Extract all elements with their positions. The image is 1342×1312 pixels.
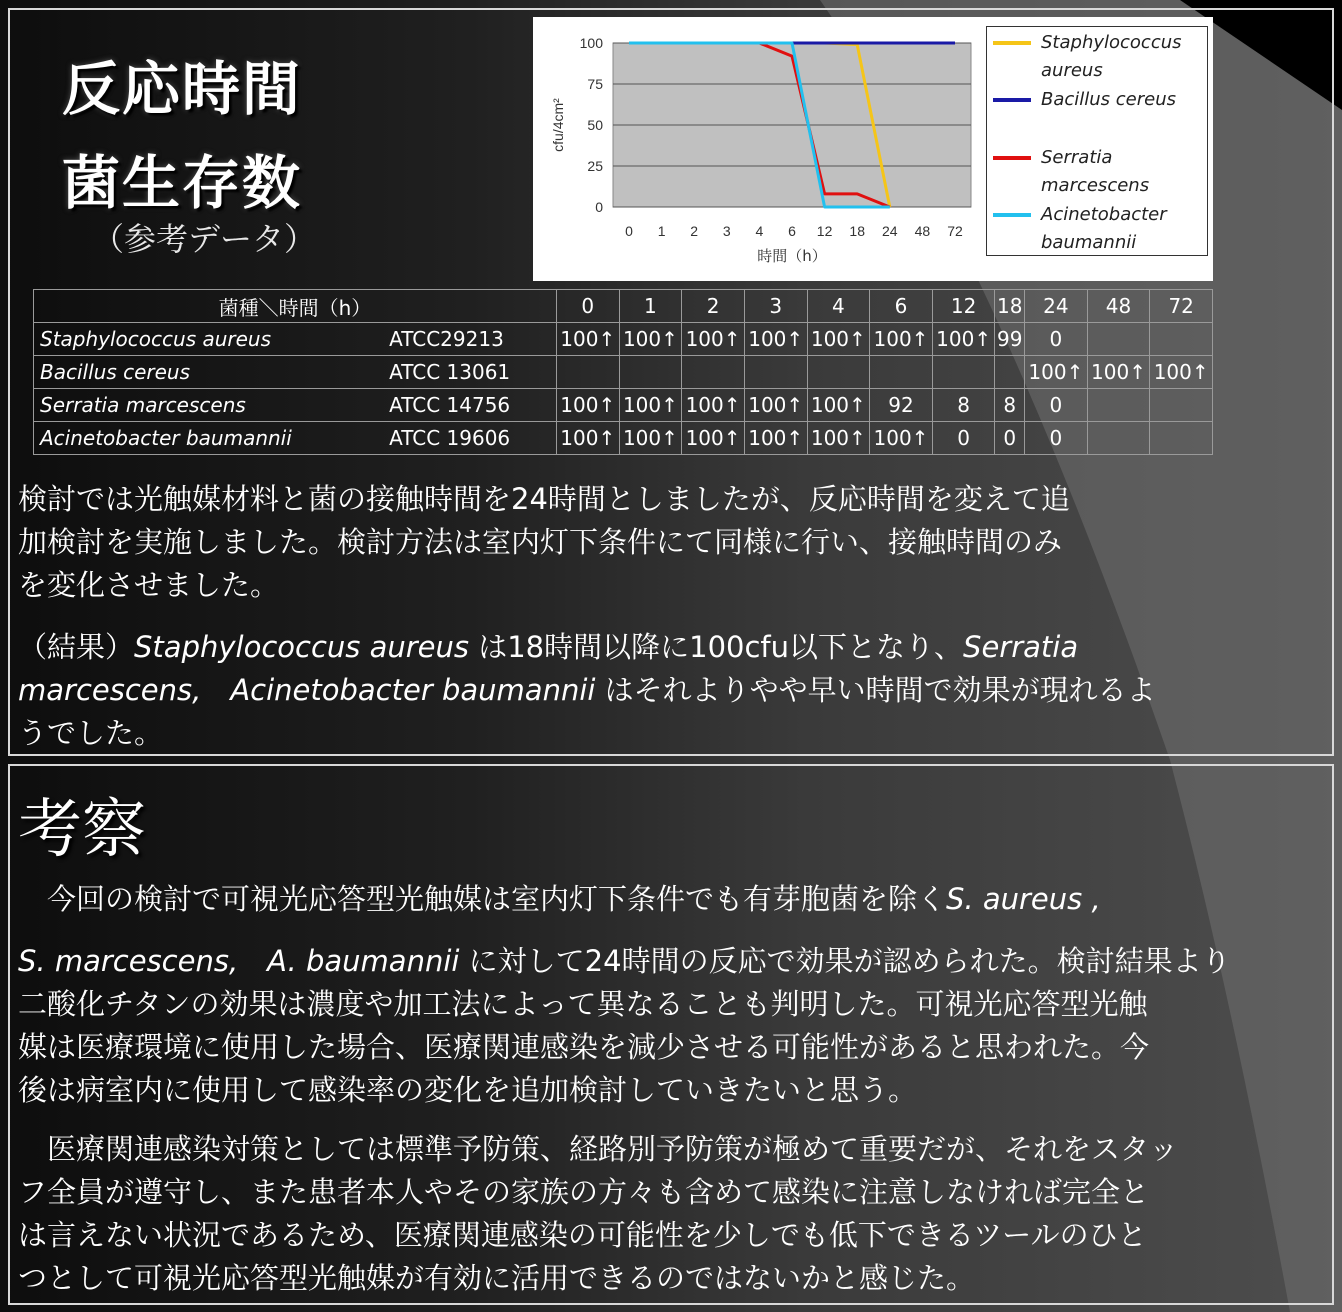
x-tick-label: 0 — [625, 223, 633, 239]
table-row — [34, 422, 1213, 455]
survival-table — [33, 289, 1213, 455]
slide-subtitle: （参考データ） — [92, 220, 317, 258]
y-tick-label: 0 — [595, 199, 603, 215]
count-cell: 0 — [932, 422, 995, 455]
table-header-hour: 4 — [807, 290, 870, 323]
count-cell — [807, 356, 870, 389]
count-cell: 100↑ — [619, 422, 682, 455]
discussion-text: は言えない状況であるため、医療関連感染の可能性を少しでも低下できるツールのひと — [18, 1218, 1147, 1252]
count-cell: 100↑ — [1025, 356, 1088, 389]
x-tick-label: 1 — [657, 223, 666, 239]
legend-swatch-serratia — [993, 156, 1031, 160]
slide-title-reaction-time: 反応時間 — [62, 55, 303, 123]
count-cell: 100↑ — [619, 389, 682, 422]
table-header-hour: 72 — [1150, 290, 1213, 323]
result-text: はそれよりやや早い時間で効果が現れるよ — [595, 673, 1156, 707]
x-tick-label: 3 — [722, 223, 731, 239]
count-cell: 100↑ — [870, 323, 933, 356]
chart-legend — [986, 26, 1208, 256]
slide-title-survival-count: 菌生存数 — [62, 149, 303, 217]
x-tick-label: 24 — [882, 223, 898, 239]
count-cell: 8 — [995, 389, 1025, 422]
count-cell — [932, 356, 995, 389]
count-cell — [1150, 422, 1213, 455]
result-text: は18時間以降に100cfu以下となり、 — [469, 630, 964, 664]
legend-label-line1: Serratia — [1041, 147, 1113, 168]
count-cell — [870, 356, 933, 389]
count-cell: 92 — [870, 389, 933, 422]
strain-cell: ATCC 14756 — [389, 389, 556, 422]
table-row — [34, 356, 1213, 389]
table-header-hour: 2 — [682, 290, 745, 323]
count-cell: 100↑ — [870, 422, 933, 455]
count-cell: 100↑ — [932, 323, 995, 356]
y-axis-label: cfu/4cm² — [550, 98, 566, 152]
count-cell — [682, 356, 745, 389]
count-cell — [619, 356, 682, 389]
count-cell — [744, 356, 807, 389]
count-cell: 0 — [995, 422, 1025, 455]
method-line: を変化させました。 — [18, 568, 280, 602]
legend-swatch-bacillus — [993, 98, 1031, 102]
count-cell — [1150, 323, 1213, 356]
discussion-text: つとして可視光応答型光触媒が有効に活用できるのではないかと感じた。 — [18, 1261, 976, 1295]
discussion-text: 後は病室内に使用して感染率の変化を追加検討していきたいと思う。 — [18, 1073, 918, 1107]
organism-cell: Bacillus cereus — [34, 356, 390, 389]
count-cell: 100↑ — [619, 323, 682, 356]
count-cell: 99 — [995, 323, 1025, 356]
result-paragraph — [18, 626, 1328, 755]
x-tick-label: 72 — [947, 223, 963, 239]
y-tick-label: 75 — [587, 76, 603, 92]
count-cell: 100↑ — [682, 389, 745, 422]
count-cell: 100↑ — [682, 422, 745, 455]
legend-swatch-acinetobacter — [993, 213, 1031, 217]
count-cell: 100↑ — [807, 323, 870, 356]
species-name: S. marcescens, A. baumannii — [18, 944, 460, 978]
count-cell: 8 — [932, 389, 995, 422]
method-paragraph — [18, 478, 1328, 607]
legend-swatch-staphylococcus — [993, 41, 1031, 45]
table-header-species: 菌種＼時間（h） — [34, 290, 557, 323]
organism-cell: Acinetobacter baumannii — [34, 422, 390, 455]
discussion-text: 今回の検討で可視光応答型光触媒は室内灯下条件でも有芽胞菌を除く — [18, 882, 947, 916]
table-header-hour: 1 — [619, 290, 682, 323]
method-line: 加検討を実施しました。検討方法は室内灯下条件にて同様に行い、接触時間のみ — [18, 525, 1063, 559]
y-tick-label: 25 — [587, 158, 603, 174]
count-cell: 100↑ — [744, 422, 807, 455]
species-name: S. aureus , — [946, 882, 1101, 916]
x-tick-label: 12 — [816, 223, 833, 239]
legend-label-line1: Bacillus cereus — [1041, 89, 1177, 110]
count-cell: 100↑ — [682, 323, 745, 356]
count-cell: 0 — [1025, 422, 1088, 455]
table-header-row — [34, 290, 1213, 323]
count-cell: 100↑ — [807, 389, 870, 422]
count-cell: 0 — [1025, 323, 1088, 356]
discussion-paragraph-3 — [18, 1128, 1328, 1300]
x-axis-label: 時間（h） — [757, 247, 827, 265]
x-tick-label: 6 — [788, 223, 796, 239]
legend-item-bacillus — [993, 86, 1205, 142]
count-cell: 100↑ — [1087, 356, 1150, 389]
legend-label-line1: Acinetobacter — [1041, 204, 1167, 225]
count-cell — [556, 356, 619, 389]
x-tick-label: 2 — [690, 223, 699, 239]
discussion-paragraph-1 — [18, 878, 1328, 921]
count-cell: 100↑ — [556, 323, 619, 356]
discussion-paragraph-2 — [18, 940, 1328, 1112]
legend-label-line2: aureus — [1041, 60, 1103, 81]
count-cell: 100↑ — [744, 323, 807, 356]
legend-item-staphylococcus — [993, 29, 1205, 85]
species-name: marcescens, Acinetobacter baumannii — [18, 673, 596, 707]
discussion-text: フ全員が遵守し、また患者本人やその家族の方々も含めて感染に注意しなければ完全と — [18, 1175, 1150, 1209]
y-tick-label: 50 — [587, 117, 603, 133]
result-prefix: （結果） — [18, 630, 135, 664]
method-line: 検討では光触媒材料と菌の接触時間を24時間としましたが、反応時間を変えて追 — [18, 482, 1070, 516]
x-tick-label: 4 — [755, 223, 764, 239]
x-tick-label: 18 — [849, 223, 865, 239]
strain-cell: ATCC29213 — [389, 323, 556, 356]
organism-cell: Serratia marcescens — [34, 389, 390, 422]
table-header-hour: 18 — [995, 290, 1025, 323]
count-cell: 100↑ — [1150, 356, 1213, 389]
table-row — [34, 389, 1213, 422]
discussion-text: 医療関連感染対策としては標準予防策、経路別予防策が極めて重要だが、それをスタッ — [18, 1132, 1179, 1166]
count-cell: 100↑ — [744, 389, 807, 422]
table-header-hour: 6 — [870, 290, 933, 323]
count-cell — [1087, 323, 1150, 356]
organism-cell: Staphylococcus aureus — [34, 323, 390, 356]
discussion-text: に対して24時間の反応で効果が認められた。検討結果より — [459, 944, 1231, 978]
count-cell: 100↑ — [807, 422, 870, 455]
count-cell — [1087, 389, 1150, 422]
legend-item-serratia — [993, 144, 1205, 200]
count-cell — [1150, 389, 1213, 422]
count-cell: 100↑ — [556, 389, 619, 422]
count-cell: 0 — [1025, 389, 1088, 422]
legend-label-line2: marcescens — [1041, 175, 1150, 196]
x-tick-label: 48 — [914, 223, 931, 239]
species-name: Staphylococcus aureus — [134, 630, 470, 664]
discussion-text: 二酸化チタンの効果は濃度や加工法によって異なることも判明した。可視光応答型光触 — [18, 987, 1148, 1021]
table-header-hour: 3 — [744, 290, 807, 323]
table-header-hour: 0 — [556, 290, 619, 323]
table-header-hour: 48 — [1087, 290, 1150, 323]
count-cell — [995, 356, 1025, 389]
y-tick-label: 100 — [579, 35, 603, 51]
species-name: Serratia — [963, 630, 1079, 664]
result-text: うでした。 — [18, 716, 164, 750]
discussion-text: 媒は医療環境に使用した場合、医療関連感染を減少させる可能性があると思われた。今 — [18, 1030, 1150, 1064]
count-cell: 100↑ — [556, 422, 619, 455]
table-header-hour: 12 — [932, 290, 995, 323]
table-row — [34, 323, 1213, 356]
legend-label-line2: baumannii — [1041, 232, 1137, 253]
count-cell — [1087, 422, 1150, 455]
discussion-title: 考察 — [18, 793, 146, 867]
strain-cell: ATCC 13061 — [389, 356, 556, 389]
strain-cell: ATCC 19606 — [389, 422, 556, 455]
legend-label-line1: Staphylococcus — [1041, 32, 1182, 53]
legend-item-acinetobacter — [993, 201, 1205, 257]
table-header-hour: 24 — [1025, 290, 1088, 323]
